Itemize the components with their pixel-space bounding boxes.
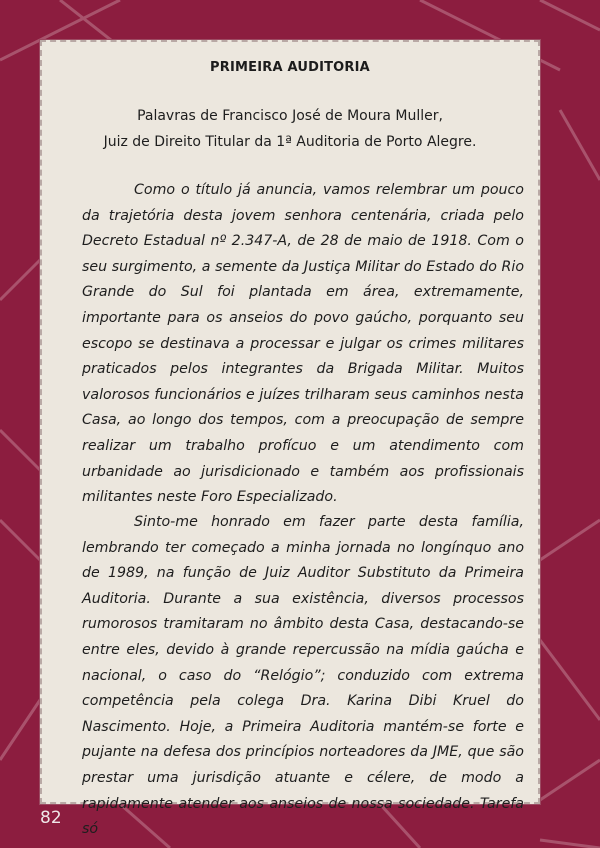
speaker-line-2: Juiz de Direito Titular da 1ª Auditoria de Porto Alegre. [103,134,477,150]
page-title: PRIMEIRA AUDITORIA [210,60,370,75]
body-paragraph-2 [82,510,524,843]
paragraph-text: Como o título já anuncia, vamos relembrar um pouco da trajetória desta jovem senhora centenária, criada pelo Decreto Estadual nº 2.347-A, de 28 de maio de 1918. Com o seu surgimento, a semente da Justiça Militar do Estado do Rio Grande do Sul foi plantada em área, extremamente, importante para os anseios do povo gaúcho, porquanto seu escopo se destinava a processar e julgar os crimes militares praticados pelos integrantes da Brigada Militar. Muitos valorosos funcionários e juízes trilharam seus caminhos nesta Casa, ao longo dos tempos, com a preocupação de sempre realizar um trabalho profícuo e um atendimento com urbanidade ao jurisdicionado e também aos profissionais militantes neste Foro Especializado. [82,182,524,506]
paragraph-text: Sinto-me honrado em fazer parte desta família, lembrando ter começado a minha jornada no longínquo ano de 1989, na função de Juiz Auditor Substituto da Primeira Auditoria. Durante a sua existência, diversos processos rumorosos tramitaram no âmbito desta Casa, destacando-se entre eles, devido à grande repercussão na mídia gaúcha e nacional, o caso do “Relógio”; conduzido com extrema competência pela colega Dra. Karina Dibi Kruel do Nascimento. Hoje, a Primeira Auditoria mantém-se forte e pujante na defesa dos princípios norteadores da JME, que são prestar uma jurisdição atuante e célere, de modo a rapidamente atender aos anseios de nossa sociedade. Tarefa só [82,514,524,838]
speaker-line-1: Palavras de Francisco José de Moura Muller, [137,108,443,124]
body-paragraph-1 [82,178,524,511]
page-number: 82 [40,808,62,828]
